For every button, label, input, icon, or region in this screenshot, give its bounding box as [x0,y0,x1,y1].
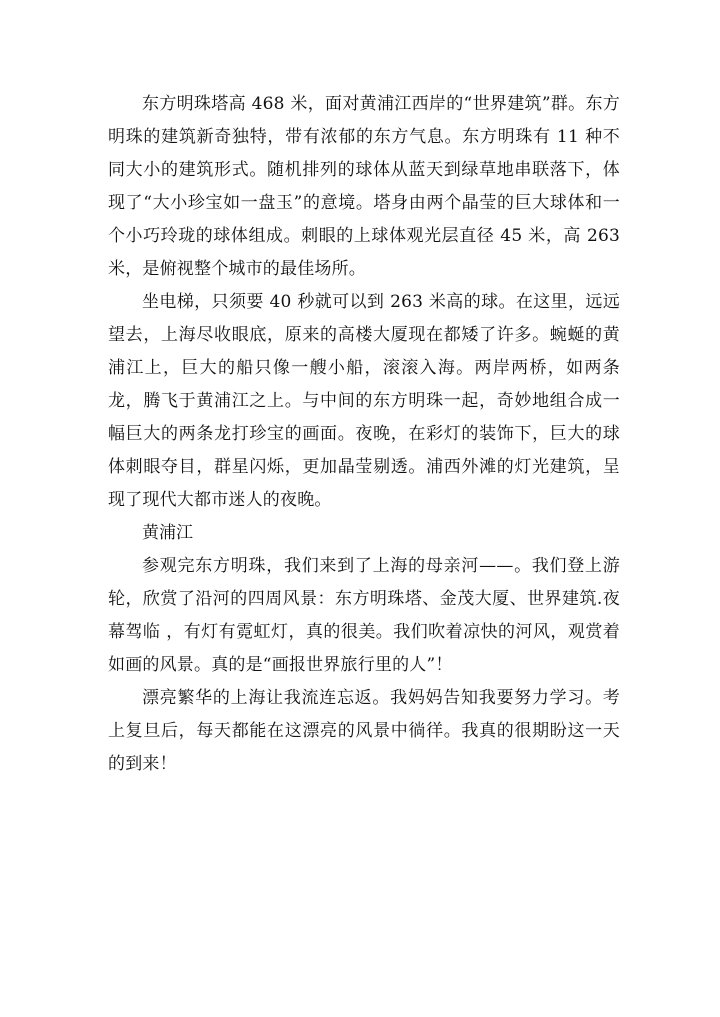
section-heading-huangpu-river: 黄浦江 [142,523,193,543]
paragraph-elevator-view: 坐电梯，只须要 40 秒就可以到 263 米高的球。在这里，远远望去，上海尽收眼底，原来的高楼大厦现在都矮了许多。蜿蜒的黄浦江上，巨大的船只像一艘小船，滚滚入海。两岸两桥，如两条龙，腾飞于黄浦江之上。与中间的东方明珠一起，奇妙地组合成一幅巨大的两条龙打珍宝的画面。夜晚，在彩灯的装饰下，巨大的球体刺眼夺目，群星闪烁，更加晶莹剔透。浦西外滩的灯光建筑，呈现了现代大都市迷人的夜晚。 [108,292,620,510]
paragraph-conclusion: 漂亮繁华的上海让我流连忘返。我妈妈告知我要努力学习。考上复旦后，每天都能在这漂亮的风景中徜徉。我真的很期盼这一天的到来！ [108,688,620,774]
paragraph-river-cruise: 参观完东方明珠，我们来到了上海的母亲河——。我们登上游轮，欣赏了沿河的四周风景：东方明珠塔、金茂大厦、世界建筑.夜幕驾临 ，有灯有霓虹灯，真的很美。我们吹着凉快的河风，观赏着如画的风景。真的是“画报世界旅行里的人”！ [108,556,620,675]
document-page [108,88,620,781]
paragraph-oriental-pearl-tower: 东方明珠塔高 468 米，面对黄浦江西岸的“世界建筑”群。东方明珠的建筑新奇独特，带有浓郁的东方气息。东方明珠有 11 种不同大小的建筑形式。随机排列的球体从蓝天到绿草地串联落下，体现了“大小珍宝如一盘玉”的意境。塔身由两个晶莹的巨大球体和一个小巧玲珑的球体组成。刺眼的上球体观光层直径 45 米，高 263 米，是俯视整个城市的最佳场所。 [108,94,620,279]
